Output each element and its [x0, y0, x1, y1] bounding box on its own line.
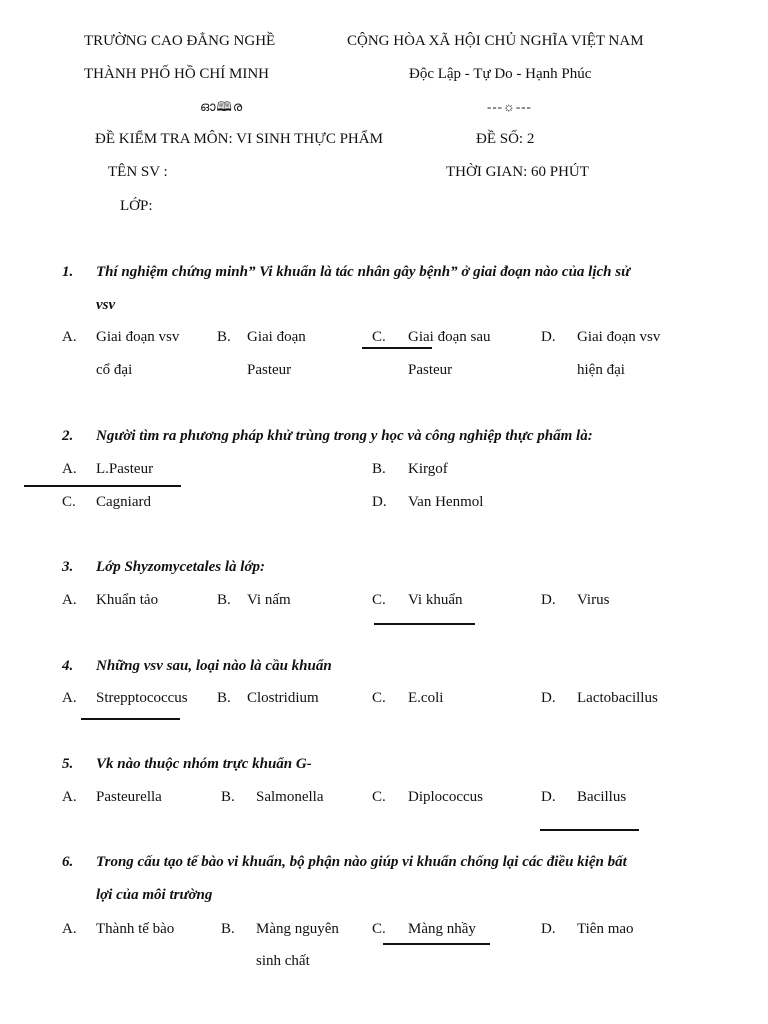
option-text: E.coli — [408, 690, 444, 706]
option-letter: D. — [541, 329, 556, 345]
answer-mark-underline — [362, 347, 432, 349]
question-number: 1. — [62, 264, 74, 280]
exam-number: ĐỀ SỐ: 2 — [476, 131, 535, 147]
option-text: Salmonella — [256, 789, 324, 805]
republic-name: CỘNG HÒA XÃ HỘI CHỦ NGHĨA VIỆT NAM — [347, 33, 644, 49]
option-letter: B. — [221, 789, 235, 805]
option-text: Lactobacillus — [577, 690, 658, 706]
option-letter: A. — [62, 592, 77, 608]
option-letter: B. — [217, 592, 231, 608]
option-letter: D. — [372, 494, 387, 510]
option-text: Van Henmol — [408, 494, 484, 510]
option-text: Giai đoạn vsv — [577, 329, 661, 345]
republic-ornament: ---☼--- — [487, 99, 532, 114]
question-text: lợi của môi trường — [96, 887, 213, 903]
school-ornament: ഓ🕮ര — [200, 99, 244, 114]
option-text: Thành tế bào — [96, 921, 175, 937]
option-letter: D. — [541, 592, 556, 608]
option-letter: C. — [372, 921, 386, 937]
option-text: Màng nhầy — [408, 921, 476, 937]
option-text: Khuẩn tảo — [96, 592, 159, 608]
option-text: Diplococcus — [408, 789, 483, 805]
republic-motto: Độc Lập - Tự Do - Hạnh Phúc — [409, 66, 592, 82]
question-text: Những vsv sau, loại nào là cầu khuẩn — [96, 658, 332, 674]
answer-mark-underline — [540, 829, 639, 831]
answer-mark-underline — [81, 718, 180, 720]
option-letter: C. — [372, 329, 386, 345]
option-letter: D. — [541, 789, 556, 805]
question-text: Trong cấu tạo tế bào vi khuẩn, bộ phận nào giúp vi khuẩn chống lại các điều kiện bất — [96, 854, 627, 870]
question-number: 6. — [62, 854, 74, 870]
student-name-label: TÊN SV : — [108, 164, 168, 180]
option-text: Giai đoạn sau — [408, 329, 491, 345]
option-text: Bacillus — [577, 789, 627, 805]
option-letter: C. — [372, 789, 386, 805]
option-text: Cagniard — [96, 494, 151, 510]
option-text: sinh chất — [256, 953, 310, 969]
option-text: Giai đoạn vsv — [96, 329, 180, 345]
option-letter: C. — [372, 690, 386, 706]
option-text: Pasteur — [247, 362, 292, 378]
question-text: Lớp Shyzomycetales là lớp: — [96, 559, 265, 575]
answer-mark-underline — [374, 623, 475, 625]
option-letter: A. — [62, 329, 77, 345]
answer-mark-underline — [24, 485, 181, 487]
question-number: 4. — [62, 658, 74, 674]
option-text: cổ đại — [96, 362, 133, 378]
option-text: L.Pasteur — [96, 461, 154, 477]
option-text: hiện đại — [577, 362, 625, 378]
question-number: 5. — [62, 756, 74, 772]
option-text: Virus — [577, 592, 610, 608]
option-letter: B. — [217, 690, 231, 706]
option-letter: A. — [62, 921, 77, 937]
option-text: Pasteurella — [96, 789, 162, 805]
exam-title: ĐỀ KIỂM TRA MÔN: VI SINH THỰC PHẨM — [95, 131, 383, 147]
option-letter: B. — [221, 921, 235, 937]
question-text: Vk nào thuộc nhóm trực khuẩn G- — [96, 756, 312, 772]
option-letter: D. — [541, 690, 556, 706]
option-text: Clostridium — [247, 690, 319, 706]
option-text: Kirgof — [408, 461, 448, 477]
school-name-line1: TRƯỜNG CAO ĐẲNG NGHỀ — [84, 33, 276, 49]
option-text: Giai đoạn — [247, 329, 306, 345]
option-text: Pasteur — [408, 362, 453, 378]
question-number: 2. — [62, 428, 74, 444]
option-text: Tiên mao — [577, 921, 634, 937]
option-letter: A. — [62, 461, 77, 477]
option-letter: C. — [372, 592, 386, 608]
question-text: Người tìm ra phương pháp khử trùng trong y học và công nghiệp thực phẩm là: — [96, 428, 593, 444]
question-text: Thí nghiệm chứng minh” Vi khuẩn là tác nhân gây bệnh” ở giai đoạn nào của lịch sử — [96, 264, 631, 280]
option-text: Màng nguyên — [256, 921, 339, 937]
exam-time: THỜI GIAN: 60 PHÚT — [446, 164, 589, 180]
question-text: vsv — [96, 297, 116, 313]
option-letter: B. — [217, 329, 231, 345]
option-letter: C. — [62, 494, 76, 510]
option-text: Strepptococcus — [96, 690, 188, 706]
class-label: LỚP: — [120, 198, 153, 214]
option-letter: D. — [541, 921, 556, 937]
option-text: Vi nấm — [247, 592, 291, 608]
answer-mark-underline — [383, 943, 490, 945]
option-letter: A. — [62, 789, 77, 805]
option-letter: B. — [372, 461, 386, 477]
question-number: 3. — [62, 559, 74, 575]
option-letter: A. — [62, 690, 77, 706]
option-text: Vi khuẩn — [408, 592, 463, 608]
school-name-line2: THÀNH PHỐ HỒ CHÍ MINH — [84, 66, 269, 82]
